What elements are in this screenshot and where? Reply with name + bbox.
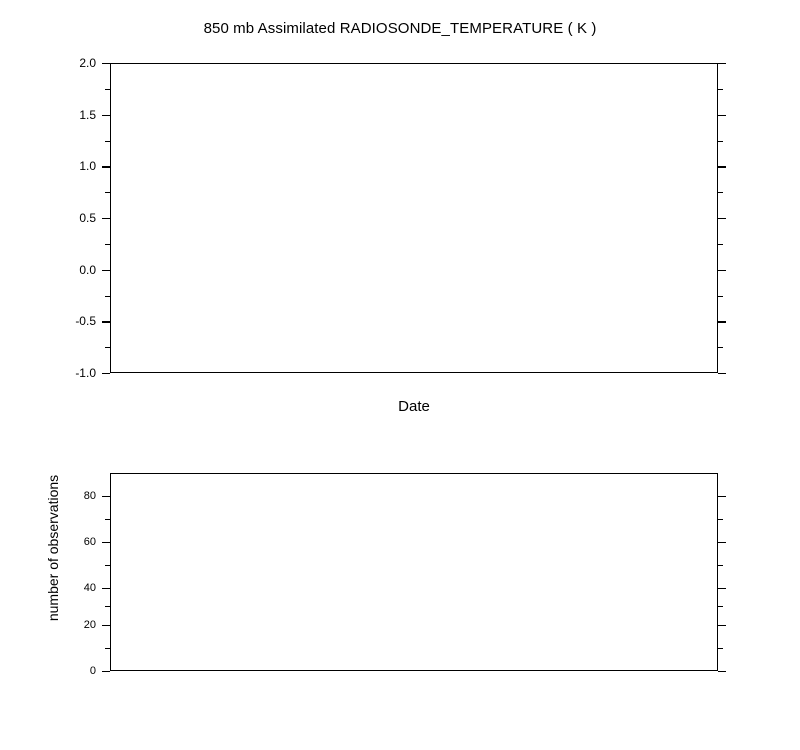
ytick-minor-right xyxy=(718,519,723,520)
ytick-major-right xyxy=(718,270,726,271)
ytick-major xyxy=(102,270,110,271)
timeseries-plot-area xyxy=(110,63,718,373)
ytick-major xyxy=(102,625,110,626)
ytick-major-right xyxy=(718,63,726,64)
ytick-minor-right xyxy=(718,347,723,348)
ytick-label: -1.0 xyxy=(75,366,96,380)
x-axis-label: Date xyxy=(398,398,430,415)
ytick-major xyxy=(102,166,110,167)
ytick-minor-right xyxy=(718,606,723,607)
ytick-major xyxy=(102,63,110,64)
ytick-major-right xyxy=(718,671,726,672)
ytick-label: 40 xyxy=(83,581,96,594)
ytick-major-right xyxy=(718,218,726,219)
chart-title: 850 mb Assimilated RADIOSONDE_TEMPERATURE ( K ) xyxy=(203,20,597,37)
ytick-label: 0.5 xyxy=(79,211,96,225)
ytick-major-right xyxy=(718,625,726,626)
ytick-minor-right xyxy=(718,89,723,90)
ytick-label: -0.5 xyxy=(75,314,96,329)
ytick-major xyxy=(102,218,110,219)
ytick-label: 1.5 xyxy=(79,107,96,122)
ytick-minor-right xyxy=(718,192,723,193)
ytick-major-right xyxy=(718,588,726,589)
ytick-label: 20 xyxy=(83,618,96,631)
ytick-label: 0.0 xyxy=(79,262,96,277)
ytick-label: 80 xyxy=(83,489,96,502)
ytick-major-right xyxy=(718,115,726,116)
ytick-major-right xyxy=(718,321,726,322)
ytick-major xyxy=(102,588,110,589)
ytick-label: 1.0 xyxy=(79,159,96,174)
ytick-label: 0 xyxy=(89,664,96,677)
ytick-major xyxy=(102,496,110,497)
ytick-major xyxy=(102,321,110,322)
ytick-major-right xyxy=(718,496,726,497)
ytick-major xyxy=(102,373,110,374)
ytick-minor-right xyxy=(718,648,723,649)
ytick-minor-right xyxy=(718,296,723,297)
ytick-label: 60 xyxy=(83,535,96,548)
ytick-major-right xyxy=(718,166,726,167)
ytick-minor-right xyxy=(718,141,723,142)
ytick-label: 2.0 xyxy=(79,56,96,70)
ytick-minor-right xyxy=(718,244,723,245)
ytick-major-right xyxy=(718,542,726,543)
ytick-minor-right xyxy=(718,565,723,566)
ytick-major xyxy=(102,542,110,543)
ytick-major xyxy=(102,115,110,116)
observation-count-plot-area xyxy=(110,473,718,671)
y-axis-label-observations: number of observations xyxy=(45,474,61,622)
ytick-major xyxy=(102,671,110,672)
ytick-major-right xyxy=(718,373,726,374)
